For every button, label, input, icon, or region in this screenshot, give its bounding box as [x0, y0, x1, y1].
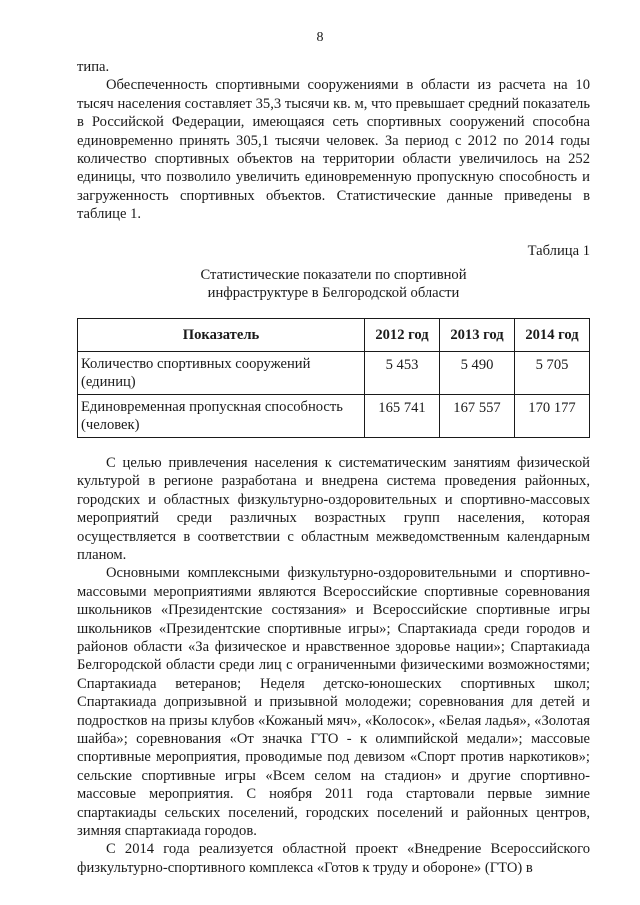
- header-indicator: Показатель: [78, 318, 365, 351]
- header-2012: 2012 год: [365, 318, 440, 351]
- table-title-line-2: инфраструктуре в Белгородской области: [207, 285, 460, 302]
- paragraph-sports-facilities: Обеспеченность спортивными сооружениями в области из расчета на 10 тысяч населения составляет 35,3 тысячи кв. м, что превышает средний показатель в Российской Федерации, имеющаяся сеть спортивных сооружений способна единовременно принять 305,1 тысячи человек. За период с 2012 по 2014 годы количество спортивных объектов на территории области увеличилось на 252 единицы, что позволило увеличить единовременную пропускную способность и загруженность спортивных объектов. Статистические данные приведены в таблице 1.: [77, 77, 590, 223]
- paragraph-continuation: типа.: [77, 59, 110, 75]
- paragraph-gto-project: С 2014 года реализуется областной проект «Внедрение Всероссийского физкультурно-спортивного комплекса «Готов к труду и обороне» (ГТО) в: [77, 841, 590, 876]
- table-row: [78, 394, 590, 437]
- cell-value: 5 490: [440, 351, 515, 394]
- table-row: [78, 351, 590, 394]
- cell-value: 5 705: [515, 351, 590, 394]
- row-label: Единовременная пропускная способность (человек): [78, 394, 365, 437]
- table-number-label: Таблица 1: [527, 242, 590, 259]
- table-title: [77, 266, 590, 303]
- cell-value: 167 557: [440, 394, 515, 437]
- header-2014: 2014 год: [515, 318, 590, 351]
- paragraph-events-system: С целью привлечения населения к систематическим занятиям физической культурой в регионе разработана и внедрена система проведения районных, городских и областных физкультурно-оздоровительных и спортивно-массовых мероприятий среди различных возрастных групп населения, которая осуществляется в соответствии с областным межведомственным календарным планом.: [77, 454, 590, 563]
- cell-value: 170 177: [515, 394, 590, 437]
- paragraph-main-events: Основными комплексными физкультурно-оздоровительными и спортивно-массовыми мероприятиями являются Всероссийские спортивные соревнования школьников «Президентские состязания» и Всероссийские спортивные игры школьников «Президентские спортивные игры»; Спартакиада среди городов и районов области «За физическое и нравственное здоровье нации»; Спартакиада Белгородской области среди лиц с ограниченными физическими возможностями; Спартакиада ветеранов; Неделя детско-юношеских спортивных школ; Спартакиада допризывной и призывной молодежи; соревнования для детей и подростков на призы клубов «Кожаный мяч», «Колосок», «Белая ладья», «Золотая шайба»; соревнования «От значка ГТО - к олимпийской медали»; массовые спортивные мероприятия, проводимые под девизом «Спорт против наркотиков»; сельские спортивные игры «Всем селом на стадион» и другие спортивно-массовые мероприятия. С ноября 2011 года стартовали первые зимние спартакиады сельских поселений, городских поселений и районных центров, зимняя спартакиада городов.: [77, 565, 590, 839]
- table-header-row: [78, 318, 590, 351]
- cell-value: 5 453: [365, 351, 440, 394]
- page-number: 8: [316, 30, 324, 45]
- row-label: Количество спортивных сооружений (единиц): [78, 351, 365, 394]
- header-2013: 2013 год: [440, 318, 515, 351]
- statistics-table: [77, 318, 590, 438]
- cell-value: 165 741: [365, 394, 440, 437]
- table-title-line-1: Статистические показатели по спортивной: [200, 267, 467, 284]
- document-body: [77, 58, 590, 877]
